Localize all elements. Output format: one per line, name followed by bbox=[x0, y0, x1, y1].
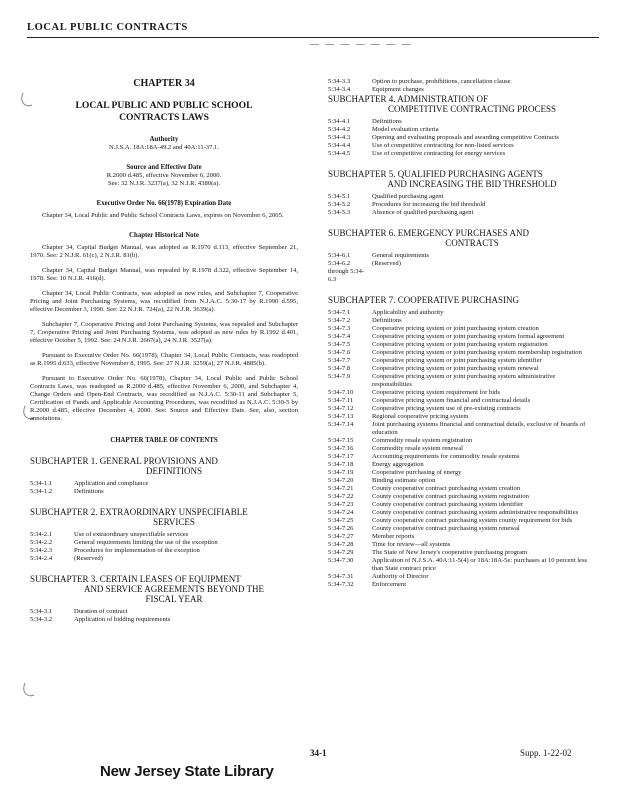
punch-hole-mark bbox=[22, 682, 36, 698]
section-number: 5:34-7.31 bbox=[328, 573, 354, 580]
subchapter-title-line: SUBCHAPTER 3. CERTAIN LEASES OF EQUIPMENT bbox=[30, 574, 241, 584]
section-number: 5:34-7.10 bbox=[328, 389, 354, 396]
section-title: Duration of contract bbox=[74, 608, 128, 615]
section-title: Cooperative pricing system or joint purchasing system membership registration bbox=[372, 349, 582, 356]
section-number: 5:34-2.2 bbox=[30, 539, 53, 546]
section-number: 5:34-7.15 bbox=[328, 437, 354, 444]
section-number: 5:34-7.27 bbox=[328, 533, 354, 540]
authority-text: N.J.S.A. 18A:18A-49.2 and 40A:11-37.1. bbox=[108, 144, 219, 151]
subchapter-title-line: AND INCREASING THE BID THRESHOLD bbox=[387, 179, 557, 189]
history-heading: Chapter Historical Note bbox=[129, 232, 199, 239]
history-paragraph: Chapter 34, Capital Budget Manual, was repealed by R.1978 d.322, effective September 14, 1978. See: 10 N.J.R. 416(d). bbox=[30, 267, 298, 282]
toc-entry bbox=[30, 547, 298, 555]
toc-entry bbox=[328, 581, 596, 589]
section-number: 5:34-7.21 bbox=[328, 485, 354, 492]
subchapter-heading bbox=[30, 456, 298, 476]
source-line: R.2000 d.485, effective November 6, 2000. bbox=[106, 172, 222, 179]
section-number: 5:34-2.3 bbox=[30, 547, 53, 554]
section-title: Model evaluation criteria bbox=[372, 126, 439, 133]
section-title: Application of N.J.S.A. 40A:11-5(4) or 18A:18A-5e: purchases at 10 percent less than State contract price bbox=[372, 557, 588, 572]
section-number: 5:34-7.12 bbox=[328, 405, 354, 412]
section-title: Cooperative pricing system or joint purchasing system creation bbox=[372, 325, 539, 332]
section-number: 5:34-4.4 bbox=[328, 142, 351, 149]
subchapter-title-line: SUBCHAPTER 6. EMERGENCY PURCHASES AND bbox=[328, 228, 529, 238]
section-title: Authority of Director bbox=[372, 573, 429, 580]
section-title: Binding estimate option bbox=[372, 477, 436, 484]
chapter-title bbox=[30, 100, 298, 124]
section-number: 5:34-5.3 bbox=[328, 209, 351, 216]
section-title: County cooperative contract purchasing system identifier bbox=[372, 501, 524, 508]
section-number: 5:34-7.20 bbox=[328, 477, 354, 484]
toc-entry bbox=[328, 118, 596, 126]
section-number: 5:34-2.4 bbox=[30, 555, 53, 562]
section-number: 5:34-1.1 bbox=[30, 480, 53, 487]
subchapter-heading bbox=[328, 228, 596, 248]
section-number: 5:34-7.11 bbox=[328, 397, 354, 404]
section-number: 5:34-3.3 bbox=[328, 78, 351, 85]
section-title: Procedures for increasing the bid threshold bbox=[372, 201, 486, 208]
page-number: 34-1 bbox=[310, 748, 327, 758]
toc-entry bbox=[30, 616, 298, 624]
section-number: 5:34-4.5 bbox=[328, 150, 351, 157]
history-paragraph: Pursuant to Executive Order No. 66(1978), Chapter 34, Local Public Contracts, was readopted as R.1995 d.633, effective November 8, 1995. See: 27 N.J.R. 3259(a), 27 N.J.R. 4885(b). bbox=[30, 352, 298, 367]
toc-entry bbox=[328, 317, 596, 325]
toc-entry bbox=[328, 557, 596, 573]
history-paragraph: Chapter 34, Local Public Contracts, was adopted as new rules, and Subchapter 7, Cooperative Pricing and Joint Purchasing Systems, was recodified from N.J.A.C. 5:30-17 by R.1990 d.595, effective December 3, 1990. See: 22 N.J.R. 724(a), 22 N.J.R. 3639(a). bbox=[30, 290, 298, 313]
section-number: 5:34-1.2 bbox=[30, 488, 53, 495]
toc-entry bbox=[328, 252, 596, 260]
toc-entry bbox=[328, 150, 596, 158]
section-number: 5:34-7.8 bbox=[328, 365, 351, 372]
section-number: 5:34-7.13 bbox=[328, 413, 354, 420]
header-rule bbox=[27, 37, 599, 38]
section-title: Applicability and authority bbox=[372, 309, 444, 316]
section-number: 5:34-7.19 bbox=[328, 469, 354, 476]
section-title: County cooperative contract purchasing system county requirement for bids bbox=[372, 517, 573, 524]
toc-entry bbox=[328, 134, 596, 142]
section-number: 5:34-4.2 bbox=[328, 126, 351, 133]
toc-entry bbox=[328, 341, 596, 349]
toc-entry bbox=[328, 405, 596, 413]
toc-entry bbox=[328, 260, 596, 284]
section-number: 5:34-3.4 bbox=[328, 86, 351, 93]
running-header: LOCAL PUBLIC CONTRACTS bbox=[27, 22, 188, 33]
section-number: 5:34-7.24 bbox=[328, 509, 354, 516]
section-title: Commodity resale system renewal bbox=[372, 445, 464, 452]
left-column bbox=[30, 74, 298, 624]
section-number: 5:34-6.1 bbox=[328, 252, 351, 259]
section-number: 5:34-4.3 bbox=[328, 134, 351, 141]
subchapter-title-line: SUBCHAPTER 2. EXTRAORDINARY UNSPECIFIABLE bbox=[30, 507, 248, 517]
section-title: Definitions bbox=[74, 488, 104, 495]
section-title: The State of New Jersey's cooperative purchasing program bbox=[372, 549, 528, 556]
subchapter-title-line: SUBCHAPTER 1. GENERAL PROVISIONS AND bbox=[30, 456, 218, 466]
toc-heading: CHAPTER TABLE OF CONTENTS bbox=[110, 437, 218, 444]
toc-entry bbox=[30, 480, 298, 488]
supplement-date: Supp. 1-22-02 bbox=[520, 748, 572, 758]
toc-entry bbox=[328, 533, 596, 541]
section-number: 5:34-3.1 bbox=[30, 608, 53, 615]
section-title: Time for review—all systems bbox=[372, 541, 451, 548]
section-title: Commodity resale system registration bbox=[372, 437, 473, 444]
subchapter-title-line: SUBCHAPTER 4. ADMINISTRATION OF bbox=[328, 94, 489, 104]
subchapter-title-line: COMPETITIVE CONTRACTING PROCESS bbox=[387, 104, 556, 114]
section-title: Cooperative pricing system or joint purchasing system identifier bbox=[372, 357, 542, 364]
section-number: 5:34-7.29 bbox=[328, 549, 354, 556]
section-number: 5:34-7.5 bbox=[328, 341, 351, 348]
toc-entry bbox=[328, 509, 596, 517]
section-title: County cooperative contract purchasing system registration bbox=[372, 493, 529, 500]
section-number: 5:34-7.26 bbox=[328, 525, 354, 532]
section-number: 5:34-7.32 bbox=[328, 581, 354, 588]
subchapter-heading bbox=[328, 94, 596, 114]
section-title: Enforcement bbox=[372, 581, 407, 588]
library-watermark: New Jersey State Library bbox=[100, 763, 274, 780]
toc-entry bbox=[328, 525, 596, 533]
section-number: 5:34-5.1 bbox=[328, 193, 351, 200]
right-column bbox=[328, 78, 596, 589]
chapter-title-line: LOCAL PUBLIC AND PUBLIC SCHOOL bbox=[75, 100, 253, 111]
section-number: 5:34-6.2 through 5:34-6.3 bbox=[328, 260, 365, 283]
section-title: Application and compliance bbox=[74, 480, 149, 487]
section-number: 5:34-7.3 bbox=[328, 325, 351, 332]
toc-entry bbox=[328, 373, 596, 389]
section-number: 5:34-7.4 bbox=[328, 333, 351, 340]
toc-entry bbox=[328, 453, 596, 461]
section-title: Accounting requirements for commodity resale systems bbox=[372, 453, 520, 460]
section-number: 5:34-7.6 bbox=[328, 349, 351, 356]
section-number: 5:34-7.9 bbox=[328, 373, 351, 380]
section-number: 5:34-7.18 bbox=[328, 461, 354, 468]
toc-entry bbox=[328, 485, 596, 493]
source-line: See: 32 N.J.R. 3237(a), 32 N.J.R. 4380(a). bbox=[107, 180, 221, 187]
section-title: Cooperative pricing system financial and contractual details bbox=[372, 397, 531, 404]
section-number: 5:34-3.2 bbox=[30, 616, 53, 623]
history-paragraph: Pursuant to Executive Order No. 66(1978), Chapter 34, Local Public and Public School Contracts Laws, was readopted as R.2000 d.485, effective November 6, 2000, and Subchapter 4, Change Orders and Open-End Contracts, was recodified as N.J.A.C. 5:30-11 and Subchapter 5, Certification of Funds and Applicable Accounting Procedures, was recodified as N.J.A.C. 5:30-5 by R.2000 d.485, effective December 4, 2000. See: Source and Effective Date. See, also, section annotations. bbox=[30, 375, 298, 422]
authority-heading: Authority bbox=[149, 136, 179, 143]
subchapter-title-line: CONTRACTS bbox=[445, 238, 499, 248]
section-title: Equipment changes bbox=[372, 86, 424, 93]
toc-entry bbox=[328, 86, 596, 94]
toc-entry bbox=[328, 325, 596, 333]
section-title: Cooperative pricing system requirement for bids bbox=[372, 389, 500, 396]
section-number: 5:34-7.2 bbox=[328, 317, 351, 324]
chapter-title-line: CONTRACTS LAWS bbox=[119, 112, 209, 123]
section-title: Procedures for implementation of the exception bbox=[74, 547, 200, 554]
toc-entry bbox=[328, 413, 596, 421]
toc-entry bbox=[328, 501, 596, 509]
toc-entry bbox=[328, 421, 596, 437]
section-number: 5:34-7.16 bbox=[328, 445, 354, 452]
subchapter-title-line: DEFINITIONS bbox=[146, 466, 202, 476]
section-title: General requirements bbox=[372, 252, 429, 259]
section-title: Definitions bbox=[372, 118, 402, 125]
section-number: 5:34-7.22 bbox=[328, 493, 354, 500]
right-top-items bbox=[328, 78, 596, 94]
section-number: 5:34-5.2 bbox=[328, 201, 351, 208]
toc-entry bbox=[328, 549, 596, 557]
right-toc bbox=[328, 94, 596, 589]
section-number: 5:34-4.1 bbox=[328, 118, 351, 125]
toc-entry bbox=[328, 365, 596, 373]
section-title: Qualified purchasing agent bbox=[372, 193, 444, 200]
toc-entry bbox=[328, 541, 596, 549]
toc-entry bbox=[328, 389, 596, 397]
section-number: 5:34-7.30 bbox=[328, 557, 354, 564]
toc-entry bbox=[328, 333, 596, 341]
section-title: Energy aggregation bbox=[372, 461, 424, 468]
toc-entry bbox=[328, 437, 596, 445]
toc-entry bbox=[328, 193, 596, 201]
section-title: County cooperative contract purchasing system creation bbox=[372, 485, 521, 492]
toc-entry bbox=[30, 608, 298, 616]
section-title: Opening and evaluating proposals and awarding competitive Contracts bbox=[372, 134, 559, 141]
subchapter-title-line: SUBCHAPTER 7. COOPERATIVE PURCHASING bbox=[328, 295, 520, 305]
subchapter-title-line: AND SERVICE AGREEMENTS BEYOND THE bbox=[83, 584, 265, 594]
section-number: 5:34-7.14 bbox=[328, 421, 354, 428]
executive-order-text: Chapter 34, Local Public and Public School Contracts Laws, expires on November 6, 2005. bbox=[42, 212, 284, 219]
source-heading: Source and Effective Date bbox=[126, 164, 202, 171]
toc-entry bbox=[328, 517, 596, 525]
section-number: 5:34-7.25 bbox=[328, 517, 354, 524]
left-toc bbox=[30, 456, 298, 624]
executive-order-heading: Executive Order No. 66(1978) Expiration Date bbox=[96, 200, 232, 207]
toc-entry bbox=[328, 357, 596, 365]
section-title: County cooperative contract purchasing system administrative responsibilities bbox=[372, 509, 579, 516]
toc-entry bbox=[328, 461, 596, 469]
subchapter-heading bbox=[328, 295, 596, 305]
section-title: Regional cooperative pricing system bbox=[372, 413, 469, 420]
toc-entry bbox=[328, 445, 596, 453]
toc-entry bbox=[328, 397, 596, 405]
section-title: Cooperative pricing system or joint purchasing system renewal bbox=[372, 365, 539, 372]
section-title: Joint purchasing systems financial and contractual details, exclusive of boards of education bbox=[372, 421, 586, 436]
section-title: (Reserved) bbox=[74, 555, 103, 562]
section-title: Application of bidding requirements bbox=[74, 616, 171, 623]
section-title: County cooperative contract purchasing system renewal bbox=[372, 525, 520, 532]
section-number: 5:34-7.17 bbox=[328, 453, 354, 460]
toc-entry bbox=[328, 469, 596, 477]
header-dashes: — — — — — — — bbox=[310, 39, 413, 49]
toc-entry bbox=[328, 126, 596, 134]
section-title: Use of competitive contracting for non-listed services bbox=[372, 142, 514, 149]
toc-entry bbox=[30, 488, 298, 496]
section-title: Cooperative pricing system or joint purchasing system formal agreement bbox=[372, 333, 565, 340]
subchapter-heading bbox=[30, 507, 298, 527]
section-title: Cooperative purchasing of energy bbox=[372, 469, 462, 476]
toc-entry bbox=[328, 573, 596, 581]
toc-entry bbox=[328, 142, 596, 150]
section-number: 5:34-7.1 bbox=[328, 309, 351, 316]
section-title: (Reserved) bbox=[372, 260, 401, 267]
section-number: 5:34-7.7 bbox=[328, 357, 351, 364]
section-title: Cooperative pricing system or joint purchasing system registration bbox=[372, 341, 548, 348]
section-title: Use of competitive contracting for energy services bbox=[372, 150, 506, 157]
section-title: General requirements limiting the use of the exception bbox=[74, 539, 218, 546]
toc-entry bbox=[30, 555, 298, 563]
toc-entry bbox=[30, 531, 298, 539]
section-title: Definitions bbox=[372, 317, 402, 324]
section-title: Cooperative pricing system or joint purchasing system administrative responsibilities bbox=[372, 373, 556, 388]
history-notes bbox=[30, 244, 298, 423]
section-number: 5:34-7.28 bbox=[328, 541, 354, 548]
section-title: Use of extraordinary unspecifiable services bbox=[74, 531, 189, 538]
section-number: 5:34-2.1 bbox=[30, 531, 53, 538]
toc-entry bbox=[328, 201, 596, 209]
toc-entry bbox=[328, 493, 596, 501]
section-title: Member reports bbox=[372, 533, 415, 540]
toc-entry bbox=[328, 78, 596, 86]
toc-entry bbox=[328, 477, 596, 485]
subchapter-title-line: FISCAL YEAR bbox=[145, 594, 203, 604]
history-paragraph: Subchapter 7, Cooperative Pricing and Joint Purchasing Systems, was repealed and Subchapter 7, Cooperative Pricing and Joint Purchasing Systems, was adopted as new rules by R.1992 d.401, effective October 5, 1992. See: 24 N.J.R. 2667(a), 24 N.J.R. 3527(a). bbox=[30, 321, 298, 344]
subchapter-title-line: SERVICES bbox=[153, 517, 195, 527]
section-title: Cooperative pricing system use of pre-existing contracts bbox=[372, 405, 521, 412]
toc-entry bbox=[328, 309, 596, 317]
chapter-number: CHAPTER 34 bbox=[133, 78, 195, 89]
history-paragraph: Chapter 34, Capital Budget Manual, was adopted as R.1970 d.113, effective September 21, 1970. See: 2 N.J.R. 61(c), 2 N.J.R. 81(b). bbox=[30, 244, 298, 259]
toc-entry bbox=[328, 349, 596, 357]
subchapter-heading bbox=[328, 169, 596, 189]
section-title: Absence of qualified purchasing agent bbox=[372, 209, 474, 216]
toc-entry bbox=[328, 209, 596, 217]
section-number: 5:34-7.23 bbox=[328, 501, 354, 508]
subchapter-title-line: SUBCHAPTER 5. QUALIFIED PURCHASING AGENTS bbox=[328, 169, 543, 179]
section-title: Option to purchase, prohibitions, cancellation clause bbox=[372, 78, 511, 85]
subchapter-heading bbox=[30, 574, 298, 604]
toc-entry bbox=[30, 539, 298, 547]
